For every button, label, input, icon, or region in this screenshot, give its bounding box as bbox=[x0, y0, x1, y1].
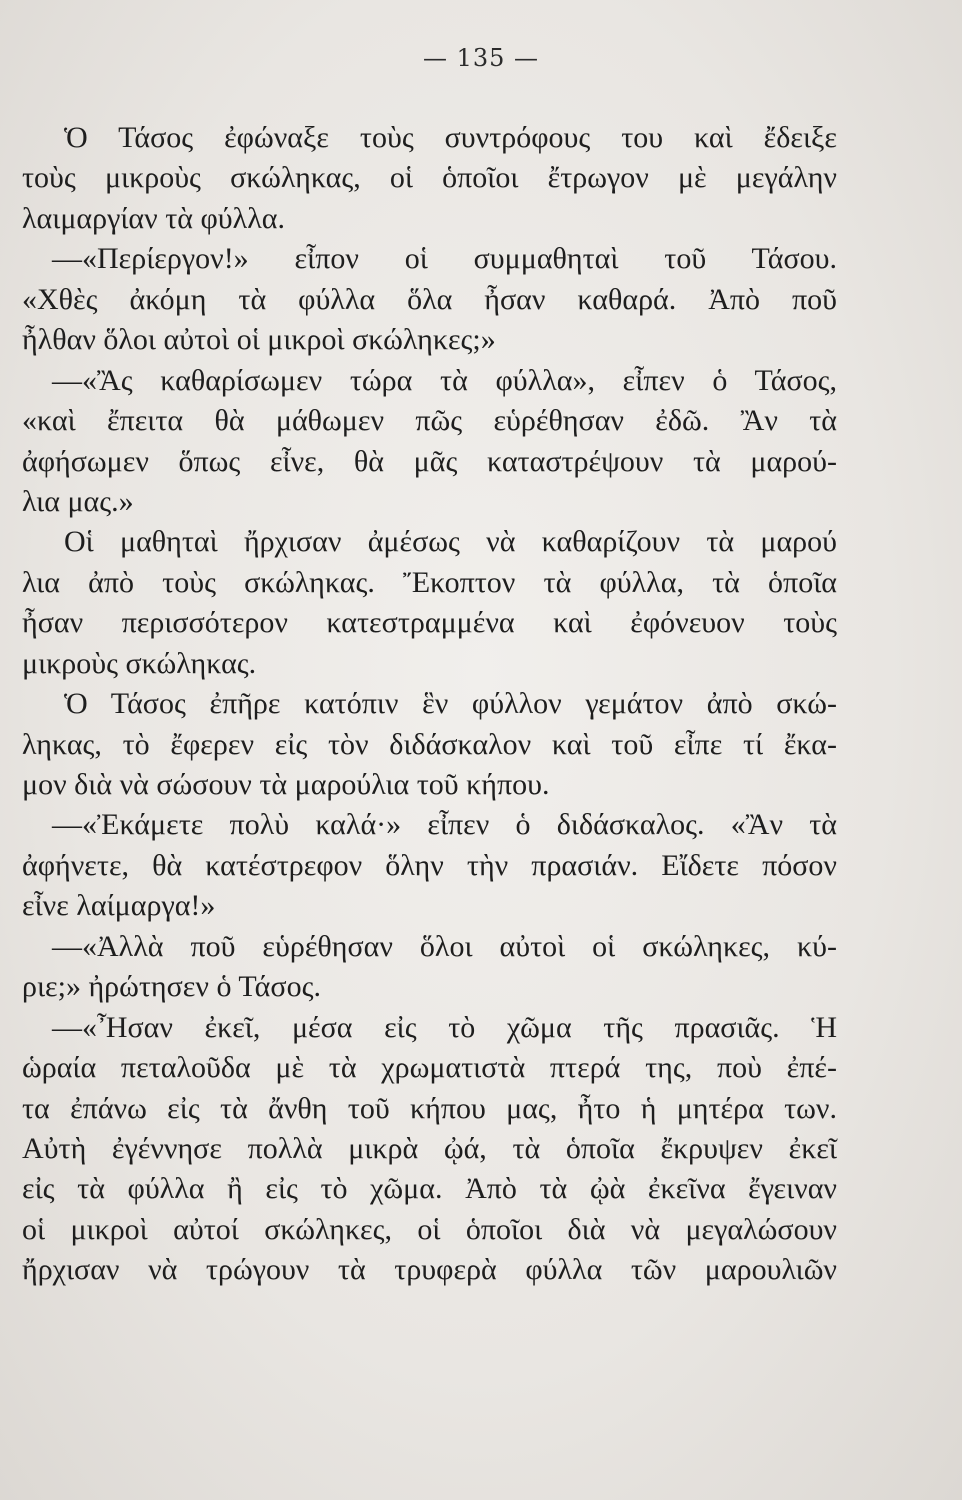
text-line: εἶνε λαίμαργα!» bbox=[22, 889, 216, 923]
text-line: τα ἐπάνω εἰς τὰ ἄνθη τοῦ κήπου μας, ἦτο ἡ μητέρα των. bbox=[22, 1091, 837, 1125]
text-line: μον διὰ νὰ σώσουν τὰ μαρούλια τοῦ κήπου. bbox=[22, 768, 550, 801]
text-line: ἦσαν περισσότερον κατεστραμμένα καὶ ἐφόνευον τοὺς bbox=[22, 606, 837, 640]
page-number: — 135 — bbox=[422, 44, 540, 72]
text-line: λια μας.» bbox=[22, 484, 134, 518]
text-line: οἱ μικροὶ αὐτοί σκώληκες, οἱ ὁποῖοι διὰ νὰ μεγαλώσουν bbox=[22, 1212, 837, 1246]
text-line: ἤρχισαν νὰ τρώγουν τὰ τρυφερὰ φύλλα τῶν μαρουλιῶν bbox=[22, 1253, 837, 1287]
text-line: —«Περίεργον!» εἶπον οἱ συμμαθηταὶ τοῦ Τάσου. bbox=[52, 242, 837, 276]
text-line: ἦλθαν ὅλοι αὐτοὶ οἱ μικροὶ σκώληκες;» bbox=[22, 323, 496, 357]
text-line: μικροὺς σκώληκας. bbox=[22, 646, 257, 680]
text-line: Ὁ Τάσος ἐπῆρε κατόπιν ἓν φύλλον γεμάτον ἀπὸ σκώ- bbox=[64, 687, 837, 721]
text-line: «Χθὲς ἀκόμη τὰ φύλλα ὅλα ἦσαν καθαρά. Ἀπὸ ποῦ bbox=[22, 282, 837, 316]
text-line: ἀφήνετε, θὰ κατέστρεφον ὅλην τὴν πρασιάν. Εἴδετε πόσον bbox=[22, 848, 837, 882]
text-line: Οἱ μαθηταὶ ἤρχισαν ἀμέσως νὰ καθαρίζουν τὰ μαρού bbox=[64, 525, 837, 559]
text-line: «καὶ ἔπειτα θὰ μάθωμεν πῶς εὑρέθησαν ἐδῶ. Ἂν τὰ bbox=[22, 404, 837, 438]
text-line: ἀφήσωμεν ὅπως εἶνε, θὰ μᾶς καταστρέψουν τὰ μαρού- bbox=[22, 444, 837, 478]
text-line: —«Ἦσαν ἐκεῖ, μέσα εἰς τὸ χῶμα τῆς πρασιᾶς. Ἡ bbox=[52, 1010, 837, 1044]
text-line: —«Ἀλλὰ ποῦ εὑρέθησαν ὅλοι αὐτοὶ οἱ σκώληκες, κύ- bbox=[52, 929, 837, 963]
text-line: —«Ἂς καθαρίσωμεν τώρα τὰ φύλλα», εἶπεν ὁ Τάσος, bbox=[52, 363, 837, 397]
text-line: —«Ἐκάμετε πολὺ καλά·» εἶπεν ὁ διδάσκαλος. «Ἂν τὰ bbox=[52, 808, 837, 842]
text-line: λια ἀπὸ τοὺς σκώληκας. Ἔκοπτον τὰ φύλλα, τὰ ὁποῖα bbox=[22, 565, 837, 599]
text-line: λαιμαργίαν τὰ φύλλα. bbox=[22, 201, 285, 235]
text-line: Ὁ Τάσος ἐφώναξε τοὺς συντρόφους του καὶ ἔδειξε bbox=[64, 121, 837, 154]
text-line: εἰς τὰ φύλλα ἢ εἰς τὸ χῶμα. Ἀπὸ τὰ ᾠὰ ἐκεῖνα ἔγειναν bbox=[22, 1172, 837, 1206]
body-text bbox=[22, 118, 837, 1291]
text-line: ληκας, τὸ ἔφερεν εἰς τὸν διδάσκαλον καὶ τοῦ εἶπε τί ἔκα- bbox=[22, 727, 837, 761]
text-line: τοὺς μικροὺς σκώληκας, οἱ ὁποῖοι ἔτρωγον μὲ μεγάλην bbox=[22, 161, 837, 195]
text-line: ριε;» ἠρώτησεν ὁ Τάσος. bbox=[22, 970, 321, 1004]
text-line: ὡραία πεταλοῦδα μὲ τὰ χρωματιστὰ πτερά της, ποὺ ἐπέ- bbox=[22, 1051, 837, 1085]
text-line: Αὐτὴ ἐγέννησε πολλὰ μικρὰ ᾠά, τὰ ὁποῖα ἔκρυψεν ἐκεῖ bbox=[22, 1131, 837, 1165]
